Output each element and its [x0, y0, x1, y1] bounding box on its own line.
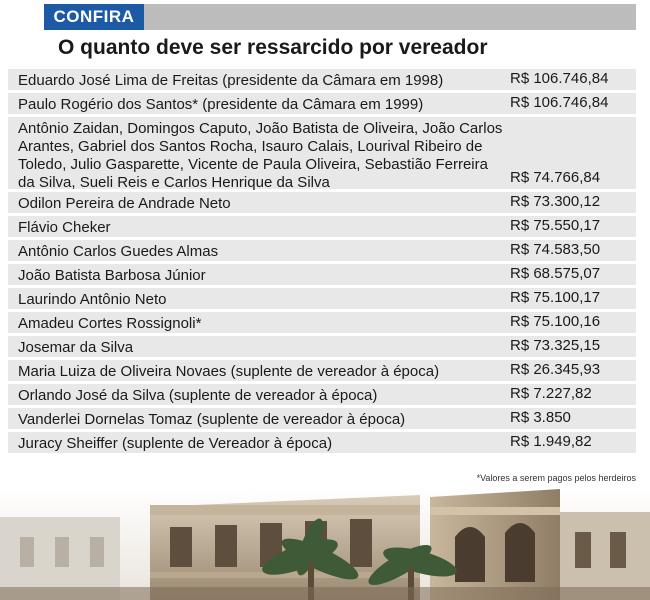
header-bar: [0, 0, 650, 32]
refund-value: R$ 74.766,84: [510, 169, 601, 186]
table-row: [8, 408, 636, 429]
refund-value: R$ 1.949,82: [510, 433, 592, 450]
table-row: [8, 312, 636, 333]
table-row: [8, 69, 636, 90]
refund-value: R$ 106.746,84: [510, 94, 609, 111]
table-row: [8, 264, 636, 285]
footnote: *Valores a serem pagos pelos herdeiros: [476, 473, 636, 483]
councilor-name: Odilon Pereira de Andrade Neto: [18, 195, 231, 212]
building-photo-illustration: [0, 487, 650, 600]
table-row: [8, 216, 636, 237]
refund-value: R$ 75.100,16: [510, 313, 601, 330]
table-row: [8, 384, 636, 405]
refund-value: R$ 7.227,82: [510, 385, 592, 402]
refund-value: R$ 106.746,84: [510, 70, 609, 87]
table-row: [8, 432, 636, 453]
councilor-name: Josemar da Silva: [18, 339, 134, 356]
building-photo: [0, 487, 650, 600]
councilor-name: Flávio Cheker: [18, 219, 111, 236]
refund-value: R$ 26.345,93: [510, 361, 601, 378]
councilor-name: Maria Luiza de Oliveira Novaes (suplente de vereador à época): [18, 363, 440, 380]
councilor-name: Paulo Rogério dos Santos* (presidente da Câmara em 1999): [18, 96, 424, 113]
refund-value: R$ 75.550,17: [510, 217, 601, 234]
refund-value: R$ 3.850: [510, 409, 571, 426]
councilor-name: Vanderlei Dornelas Tomaz (suplente de vereador à época): [18, 411, 406, 428]
councilor-name: João Batista Barbosa Júnior: [18, 267, 206, 284]
refund-value: R$ 75.100,17: [510, 289, 601, 306]
page-title: O quanto deve ser ressarcido por vereador: [58, 36, 488, 59]
refund-table: [8, 69, 636, 456]
refund-value: R$ 74.583,50: [510, 241, 601, 258]
councilor-name: Amadeu Cortes Rossignoli*: [18, 315, 202, 332]
councilor-name: Orlando José da Silva (suplente de vereador à época): [18, 387, 378, 404]
councilor-name: Eduardo José Lima de Freitas (presidente da Câmara em 1998): [18, 72, 444, 89]
councilor-name: Laurindo Antônio Neto: [18, 291, 167, 308]
table-row: [8, 336, 636, 357]
table-row: [8, 117, 636, 189]
table-row: [8, 360, 636, 381]
section-tag: CONFIRA: [44, 4, 144, 30]
refund-value: R$ 68.575,07: [510, 265, 601, 282]
refund-value: R$ 73.325,15: [510, 337, 601, 354]
councilor-name: Juracy Sheiffer (suplente de Vereador à época): [18, 435, 333, 452]
councilor-name: Antônio Zaidan, Domingos Caputo, João Batista de Oliveira, João Carlos Arantes, Gabriel dos Santos Rocha, Isauro Calais, Lourival Ribeiro de Toledo, Julio Gasparette, Vicente de Paula Oliveira, Sebastião Ferreira da Silva, Sueli Reis e Carlos Henrique da Silva: [18, 120, 503, 191]
table-row: [8, 240, 636, 261]
refund-value: R$ 73.300,12: [510, 193, 601, 210]
table-row: [8, 93, 636, 114]
table-row: [8, 288, 636, 309]
councilor-name: Antônio Carlos Guedes Almas: [18, 243, 219, 260]
table-row: [8, 192, 636, 213]
